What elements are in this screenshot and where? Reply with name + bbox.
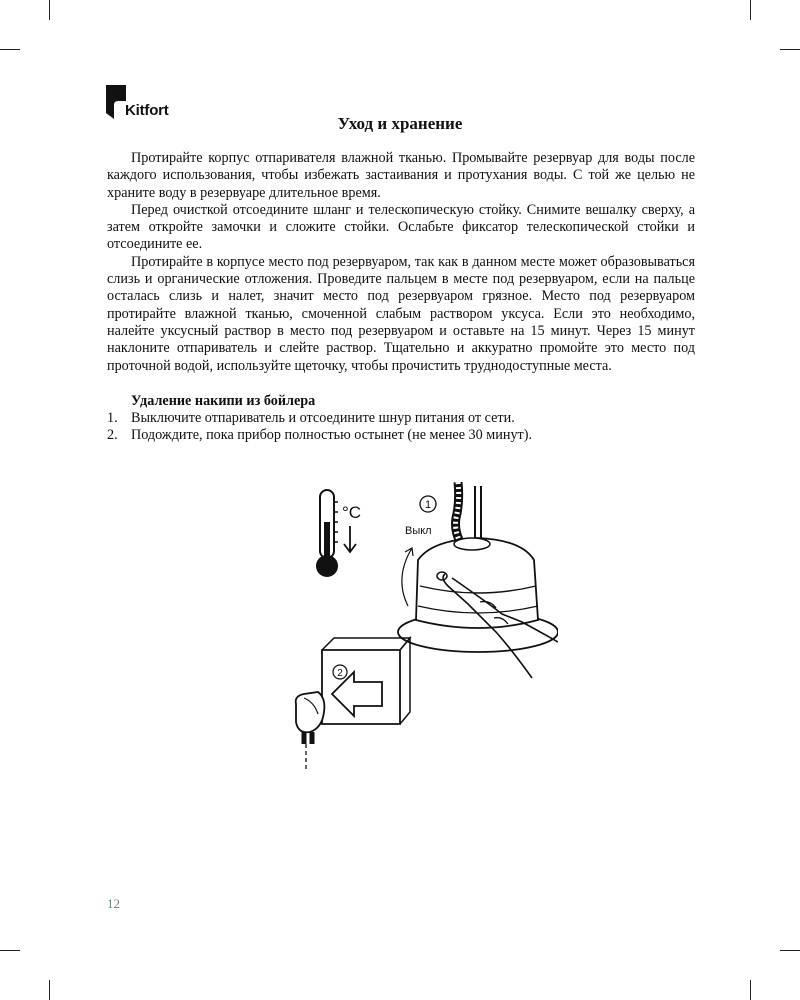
step-number: 2. xyxy=(107,427,118,444)
paragraph: Протирайте в корпусе место под резервуаром, так как в данном месте может образовываться слизь и органические отложения. Проведите пальцем в месте под резервуаром, если на пальце осталась слизь и налет, значит место под резервуаром грязное. Место под резервуаром протирайте влажной тканью, смоченной слабым раствором уксуса. Если это необходимо, налейте уксусный раствор в место под резервуаром и оставьте на 15 минут. Через 15 минут наклоните отпариватель и слейте раствор. Тщательно и аккуратно промойте это место под проточной водой, используйте щеточку, чтобы прочистить труднодоступные места. xyxy=(107,253,695,374)
crop-mark xyxy=(0,950,20,951)
power-plug-icon xyxy=(296,692,325,772)
step-number: 1. xyxy=(107,410,118,427)
brand-name: Kitfort xyxy=(125,102,169,119)
crop-mark xyxy=(750,0,751,20)
step-1-marker: 1 xyxy=(424,499,432,511)
arrow-down-icon xyxy=(344,526,356,552)
paragraph: Перед очисткой отсоедините шланг и телескопическую стойку. Снимите вешалку сверху, а затем откройте замочки и сложите стойки. Ослабьте фиксатор телескопической стойки и отсоедините ее. xyxy=(107,201,695,253)
page-title: Уход и хранение xyxy=(337,114,463,133)
step-text: Подождите, пока прибор полностью остынет (не менее 30 минут). xyxy=(131,427,533,444)
list-item xyxy=(107,410,695,427)
thermometer-icon xyxy=(316,490,338,577)
crop-mark xyxy=(750,980,751,1000)
crop-mark xyxy=(780,950,800,951)
crop-mark xyxy=(49,980,50,1000)
descaling-illustration xyxy=(282,482,558,772)
step-text: Выключите отпариватель и отсоедините шнур питания от сети. xyxy=(131,410,515,427)
list-item xyxy=(107,427,695,444)
step-1-label: Выкл xyxy=(405,525,432,537)
power-button-icon xyxy=(437,572,447,580)
page-number: 12 xyxy=(107,896,120,911)
hose-icon xyxy=(456,482,479,542)
crop-mark xyxy=(0,49,20,50)
crop-mark xyxy=(780,49,800,50)
temperature-unit-label: °C xyxy=(342,503,362,522)
steamer-body-icon xyxy=(398,538,558,652)
wall-socket-icon xyxy=(322,638,410,724)
rotation-arrow-icon xyxy=(402,548,413,606)
main-content xyxy=(107,150,695,445)
crop-mark xyxy=(49,0,50,20)
steps-list xyxy=(107,410,695,445)
section-heading: Удаление накипи из бойлера xyxy=(131,392,316,409)
paragraph: Протирайте корпус отпаривателя влажной тканью. Промывайте резервуар для воды после каждого использования, чтобы избежать застаивания и протухания воды. С той же целью не храните воду в резервуаре длительное время. xyxy=(107,150,695,201)
step-2-marker: 2 xyxy=(337,668,343,679)
